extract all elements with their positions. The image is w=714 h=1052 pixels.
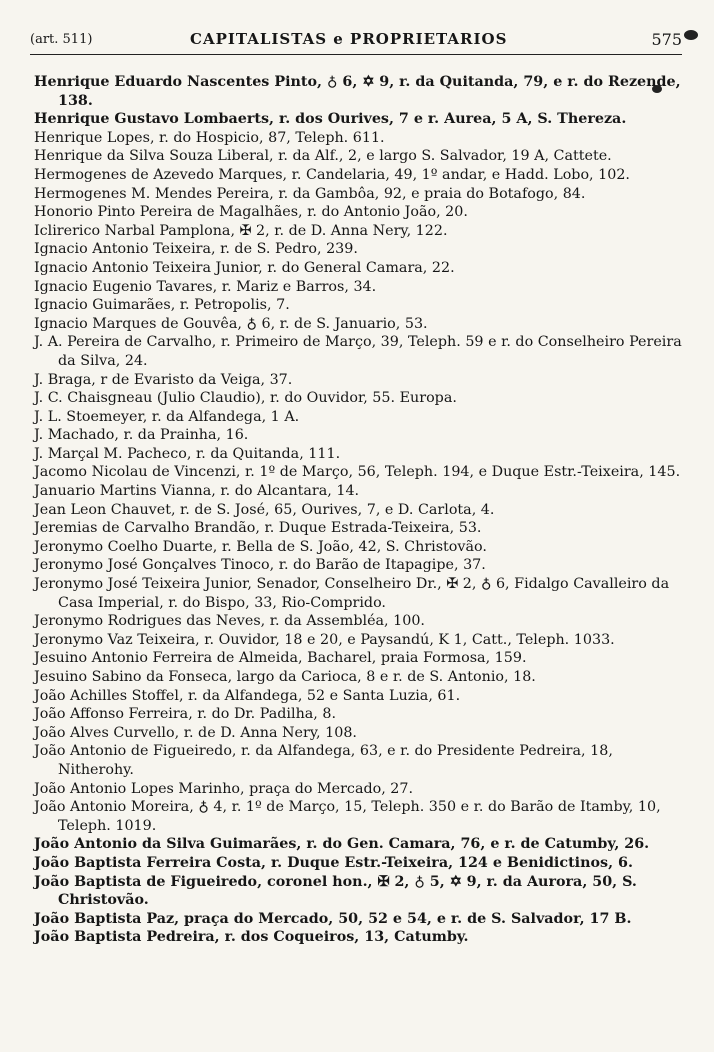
directory-entry: J. C. Chaisgneau (Julio Claudio), r. do Ouvidor, 55. Europa. bbox=[34, 390, 457, 407]
ink-blot-decoration bbox=[684, 30, 698, 40]
directory-entry: Jeronymo José Teixeira Junior, Senador, Conselheiro Dr., ✠ 2, ♁ 6, Fidalgo Cavalleiro da Casa Imperial, r. do Bispo, 33, Rio-Comprido. bbox=[34, 576, 670, 611]
directory-entry: João Baptista Pedreira, r. dos Coqueiros, 13, Catumby. bbox=[34, 929, 469, 946]
directory-entry: Ignacio Marques de Gouvêa, ♁ 6, r. de S. Januario, 53. bbox=[34, 315, 428, 332]
directory-entry: Henrique Lopes, r. do Hospicio, 87, Teleph. 611. bbox=[34, 129, 385, 146]
directory-entries bbox=[34, 73, 686, 947]
directory-entry: João Alves Curvello, r. de D. Anna Nery, 108. bbox=[34, 724, 357, 741]
directory-entry: João Baptista Paz, praça do Mercado, 50, 52 e 54, e r. de S. Salvador, 17 B. bbox=[34, 910, 632, 927]
directory-entry: João Baptista Ferreira Costa, r. Duque Estr.-Teixeira, 124 e Benidictinos, 6. bbox=[34, 854, 633, 871]
directory-entry: Jeronymo Coelho Duarte, r. Bella de S. João, 42, S. Christovão. bbox=[34, 538, 487, 555]
directory-entry: Henrique Eduardo Nascentes Pinto, ♁ 6, ✡ 9, r. da Quitanda, 79, e r. do Rezende, 138. bbox=[34, 74, 681, 109]
directory-entry: Iclirerico Narbal Pamplona, ✠ 2, r. de D. Anna Nery, 122. bbox=[34, 222, 448, 239]
directory-entry: Jeronymo Vaz Teixeira, r. Ouvidor, 18 e 20, e Paysandú, K 1, Catt., Teleph. 1033. bbox=[34, 631, 615, 648]
directory-entry: Januario Martins Vianna, r. do Alcantara, 14. bbox=[34, 483, 360, 500]
directory-entry: João Antonio Moreira, ♁ 4, r. 1º de Março, 15, Teleph. 350 e r. do Barão de Itamby, 10, Teleph. 1019. bbox=[34, 799, 661, 834]
directory-entry: Ignacio Eugenio Tavares, r. Mariz e Barros, 34. bbox=[34, 278, 377, 295]
directory-entry: J. A. Pereira de Carvalho, r. Primeiro de Março, 39, Teleph. 59 e r. do Conselheiro Pereira da Silva, 24. bbox=[34, 334, 682, 369]
running-header bbox=[30, 30, 682, 55]
directory-entry: Honorio Pinto Pereira de Magalhães, r. do Antonio João, 20. bbox=[34, 204, 468, 221]
directory-entry: Jeronymo José Gonçalves Tinoco, r. do Barão de Itapagipe, 37. bbox=[34, 557, 486, 574]
directory-entry: Ignacio Antonio Teixeira, r. de S. Pedro, 239. bbox=[34, 241, 358, 258]
directory-entry: Henrique Gustavo Lombaerts, r. dos Ourives, 7 e r. Aurea, 5 A, S. Thereza. bbox=[34, 111, 627, 128]
directory-entry: Jesuino Sabino da Fonseca, largo da Carioca, 8 e r. de S. Antonio, 18. bbox=[34, 669, 536, 685]
directory-entry: João Antonio da Silva Guimarães, r. do Gen. Camara, 76, e r. de Catumby, 26. bbox=[34, 836, 650, 853]
directory-entry: Hermogenes de Azevedo Marques, r. Candelaria, 49, 1º andar, e Hadd. Lobo, 102. bbox=[34, 166, 630, 183]
directory-entry: Ignacio Guimarães, r. Petropolis, 7. bbox=[34, 297, 290, 314]
directory-entry: J. Braga, r de Evaristo da Veiga, 37. bbox=[34, 371, 293, 388]
directory-entry: J. L. Stoemeyer, r. da Alfandega, 1 A. bbox=[34, 408, 300, 425]
directory-entry: João Antonio Lopes Marinho, praça do Mercado, 27. bbox=[34, 780, 414, 797]
directory-entry: Hermogenes M. Mendes Pereira, r. da Gambôa, 92, e praia do Botafogo, 84. bbox=[34, 185, 586, 202]
directory-entry: Ignacio Antonio Teixeira Junior, r. do General Camara, 22. bbox=[34, 259, 455, 276]
directory-entry: João Affonso Ferreira, r. do Dr. Padilha, 8. bbox=[34, 706, 337, 723]
page-number: 575 bbox=[651, 30, 682, 49]
directory-entry: João Achilles Stoffel, r. da Alfandega, 52 e Santa Luzia, 61. bbox=[34, 687, 461, 704]
directory-entry: Jacomo Nicolau de Vincenzi, r. 1º de Março, 56, Teleph. 194, e Duque Estr.-Teixeira, 145. bbox=[34, 464, 681, 481]
directory-entry: Jeremias de Carvalho Brandão, r. Duque Estrada-Teixeira, 53. bbox=[34, 520, 482, 537]
page-title: CAPITALISTAS e PROPRIETARIOS bbox=[190, 30, 508, 48]
directory-entry: Jeronymo Rodrigues das Neves, r. da Assembléa, 100. bbox=[34, 613, 425, 630]
directory-entry: João Baptista de Figueiredo, coronel hon., ✠ 2, ♁ 5, ✡ 9, r. da Aurora, 50, S. Christovão. bbox=[34, 873, 637, 909]
directory-entry: Jean Leon Chauvet, r. de S. José, 65, Ourives, 7, e D. Carlota, 4. bbox=[34, 501, 495, 518]
directory-entry: J. Marçal M. Pacheco, r. da Quitanda, 111. bbox=[34, 445, 341, 462]
directory-entry: João Antonio de Figueiredo, r. da Alfandega, 63, e r. do Presidente Pedreira, 18, Nitherohy. bbox=[34, 743, 613, 778]
directory-entry: Jesuino Antonio Ferreira de Almeida, Bacharel, praia Formosa, 159. bbox=[34, 650, 527, 667]
article-ref: (art. 511) bbox=[30, 32, 93, 47]
directory-entry: Henrique da Silva Souza Liberal, r. da Alf., 2, e largo S. Salvador, 19 A, Cattete. bbox=[34, 148, 612, 165]
directory-entry: J. Machado, r. da Prainha, 16. bbox=[34, 427, 249, 444]
